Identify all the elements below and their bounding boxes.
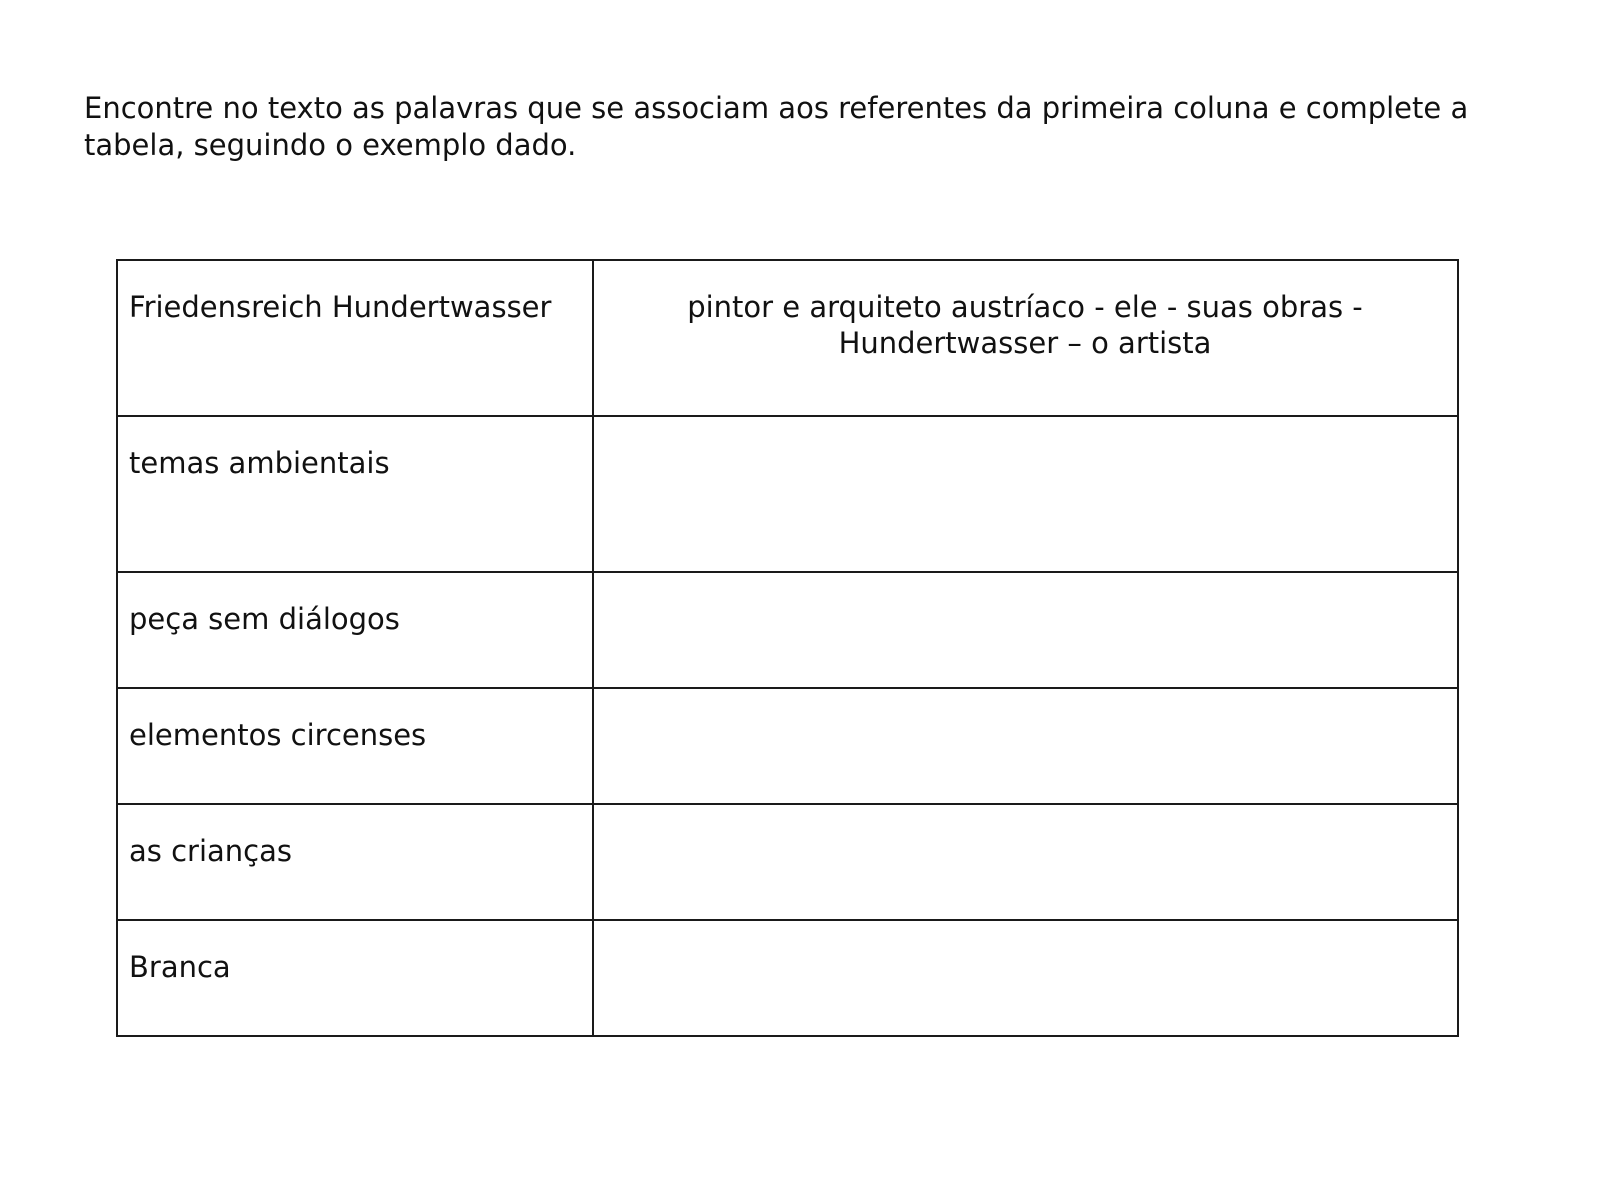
table-row	[117, 416, 1458, 572]
answer-cell[interactable]	[593, 688, 1458, 804]
table-row	[117, 572, 1458, 688]
referent-cell: Friedensreich Hundertwasser	[117, 260, 593, 416]
answer-cell[interactable]	[593, 416, 1458, 572]
table-row	[117, 920, 1458, 1036]
answer-cell[interactable]	[593, 804, 1458, 920]
referent-cell: temas ambientais	[117, 416, 593, 572]
referent-cell: elementos circenses	[117, 688, 593, 804]
referent-cell: Branca	[117, 920, 593, 1036]
table-row	[117, 260, 1458, 416]
answer-cell: pintor e arquiteto austríaco - ele - suas obras - Hundertwasser – o artista	[593, 260, 1458, 416]
referents-table	[116, 259, 1459, 1037]
table-row	[117, 688, 1458, 804]
referent-cell: peça sem diálogos	[117, 572, 593, 688]
answer-cell[interactable]	[593, 920, 1458, 1036]
answer-cell[interactable]	[593, 572, 1458, 688]
exercise-instruction: Encontre no texto as palavras que se associam aos referentes da primeira coluna e complete a tabela, seguindo o exemplo dado.	[84, 91, 1469, 162]
referent-cell: as crianças	[117, 804, 593, 920]
table-row	[117, 804, 1458, 920]
